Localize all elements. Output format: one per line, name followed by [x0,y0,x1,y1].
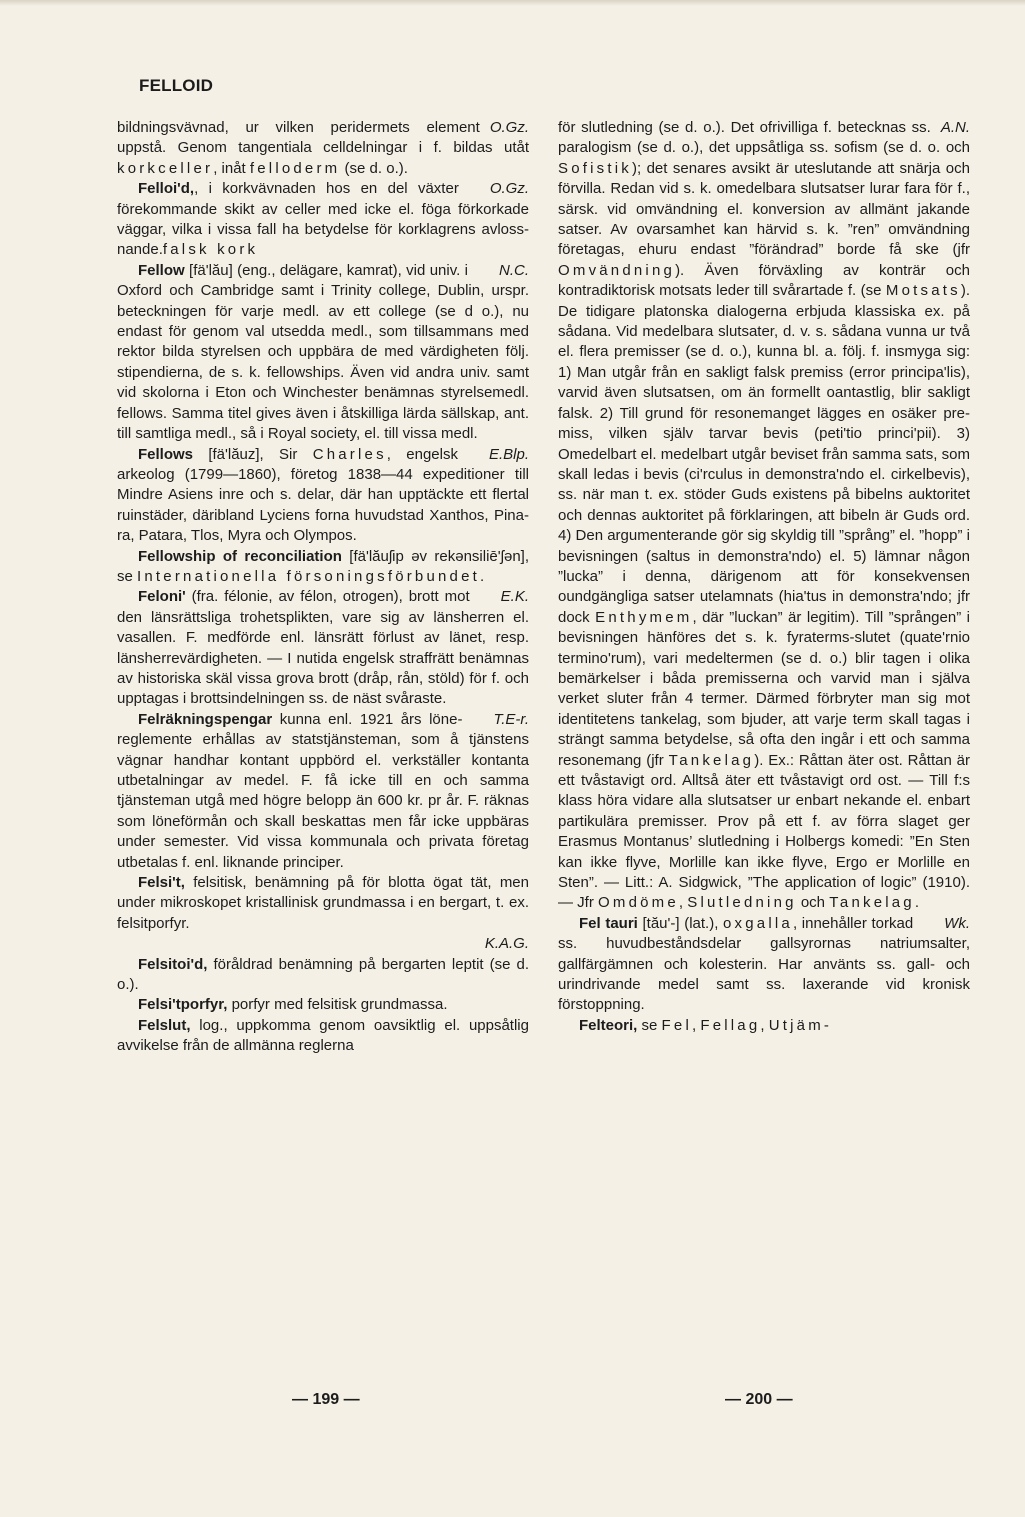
spaced-reference: felloderm [249,159,341,177]
entry-text: , [678,894,688,912]
entry-signature: O.Gz. [489,180,529,198]
right-column [558,118,970,1036]
entry-text: , [691,1016,701,1034]
entry-headword: Fellowship of reconciliation [138,547,342,565]
dictionary-entry [117,1016,529,1057]
entry-headword: Felräkningspengar [138,710,273,728]
entry-text: , [760,1016,769,1034]
entry-text: . [914,894,920,912]
spaced-reference: Motsats [885,282,961,300]
entry-text: [fä'lău] (eng., delägare, kamrat), vid univ. i Oxford och Cambridge samt i Trinity college, Dublin, urspr. beteckningen för varje medl. av ett college (se d o.), nu endast för genom val utsedda medl., som tillsammans med rektor bilda styrelsen och uppbära de med värdigheten följ. stipendierna, de s. k. fellowships. Även vid andra univ. samt vid skolorna i Eton och Winchester benämnas styrelsemedl. fellows. Samma titel gives även i åtskilliga lärda sällskap, ant. till samtliga medl., så i Royal society, el. till vissa medl. [117,261,529,443]
entry-text: [tău'-] (lat.), [637,914,724,932]
entry-signature: O.Gz. [489,119,529,136]
spaced-reference: Tankelag [668,751,755,769]
spaced-reference: Slutledning [687,894,797,912]
entry-headword: Felslut, [138,1016,191,1034]
page-number-right: — 200 — [725,1391,793,1408]
dictionary-entry [558,1016,970,1036]
entry-text: [fä'lăuʃip əv rekənsiliē'ʃən], se [117,547,529,585]
spaced-reference: Sofistik [558,159,632,177]
entry-headword: Fellow [138,261,185,279]
spaced-reference: korkceller [117,159,214,177]
spaced-reference: Charles [312,445,387,463]
spaced-reference: oxgalla [723,914,793,932]
entry-headword: Felsitoi'd, [138,955,208,973]
entry-text: porfyr med felsitisk grundmassa. [227,996,448,1014]
entry-signature: K.A.G. [484,935,529,953]
entry-text: ); det senares avsikt är uteslutande att snärja och förvilla. Redan vid s. k. omedelbara slutsatser lurar fara för f., särsk. vid omvändning el. konversion av allmänt jakande satser. Av ovarsamhet kan härvid s. k. ”ren” omvändning företagas, ehuru endast ”förändrad” borde få ske (jfr [558,159,970,259]
spaced-reference: Omdöme [598,894,679,912]
dictionary-entry [117,955,529,996]
entry-text: bildningsvävnad, ur vilken peridermets element uppstå. Genom tangentiala celldelningar i f. bildas utåt [117,119,529,157]
entry-text: . [480,567,485,585]
dictionary-entry [558,118,970,914]
entry-headword: Fel tauri [579,914,638,932]
dictionary-entry [117,873,529,955]
dictionary-entry [117,445,529,547]
entry-headword: Felsi'tporfyr, [138,996,228,1014]
entry-headword: Fellows [138,445,194,463]
entry-text: ). Ex.: Råttan äter ost. Råttan är ett tvåstavigt ord. Alltså äter ett tvåstavigt ord ost. — Till f:s klass höra vidare alla slutsatser ur enbart nekande el. enbart partikulära premisser. Prov på ett f. av förra slaget ger Erasmus Montanus’ slutledning i Holbergs komedi: ”En Sten kan ikke flyve, Morlille kan ikke flyve, Ergo er Morlille en Sten”. — Litt.: A. Sidgwick, ”The application of logic” (1910). — Jfr [558,751,970,912]
entry-signature: A.N. [940,119,970,136]
entry-signature: E.Blp. [488,445,529,463]
entry-text: [fä'lăuz], Sir [193,445,313,463]
running-header: FELLOID [139,76,214,95]
page-edge [0,0,1025,6]
entry-text: kunna enl. 1921 års lönereglemente erhållas av statstjänsteman, som å tjänstens vägnar handhar kontant uppbörd el. verkställer kontanta utbetalningar av medel. F. få icke till en och samma tjänsteman utgå med högre belopp än 600 kr. pr år. F. räknas som löneförmån och skall beskattas men får icke uppbäras under semester. Vid vissa kommunala och privata företag utbetalas f. enl. liknande principer. [117,710,529,871]
left-column [117,118,529,1057]
entry-text: för slutledning (se d. o.). Det ofrivilliga f. betecknas ss. paralogism (se d. o.), det uppsåtliga ss. sofism (se d. o. och [558,119,970,157]
dictionary-entry [117,547,529,588]
entry-text: (fra. félonie, av félon, otrogen), brott mot den länsrättsliga trohetsplikten, vare sig av länsherren el. vasallen. F. medförde enl. länsrätt förlust av länet, resp. länsherrevärdigheten. — I nutida engelsk straffrätt benämnas av historiska skäl vissa grova brott (dråp, rån, stöld) för f. och upptagas i brottsindelningen ss. de näst svåraste. [117,588,529,708]
entry-text: föråldrad benämning på bergarten leptit (se d. o.). [117,955,529,994]
dictionary-entry [117,995,529,1015]
entry-text: , där ”luckan” är legitim). Till ”sprången” i bevisningen hänföres det s. k. fyraterms-slutet (quate'rnio termino'rum), vari medeltermen (se d. o.) blir tagen i olika bemärkelser i båda premisserna och varvid man i själva verket sluter från 4 termer. Därmed förbryter man sig mot identitetens tankelag, som bjuder, att varje term skall tagas i strängt samma betydelse, så ofta den ingår i ett och samma resonemang (jfr [558,608,970,769]
entry-signature: T.E-r. [493,710,529,728]
page-number-left: — 199 — [292,1391,360,1408]
spaced-reference: Tankelag [829,894,915,912]
entry-signature: N.C. [499,261,529,279]
entry-text: , inåt [213,159,250,177]
entry-text: se [637,1016,662,1034]
entry-text: felsitisk, benämning på för blotta ögat tät, men under mikroskopet kristallinisk grundmassa i en bergart, t. ex. felsitporfyr. [117,874,529,932]
entry-text: log., uppkomma genom oavsiktlig el. uppsåtlig avvikelse från de allmänna reglerna [117,1016,529,1055]
spaced-reference: Enthymem [595,608,693,626]
dictionary-entry [117,587,529,709]
entry-text: ). Även förväxling av konträr och kontradiktorisk motsats leder till svårartade f. (se [558,261,970,300]
entry-text: , engelsk arkeolog (1799—1860), företog 1838—44 expeditioner till Mindre Asiens inre och s. delar, där han upptäckte ett flertal ruinstäder, däribland Lyciens forna huvudstad Xanthos, Pinara, Patara, Tlos, Myra och Olympos. [117,445,529,545]
entry-text: (se d. o.). [340,159,408,177]
spaced-reference: Fellag [700,1016,761,1034]
entry-headword: Felteori, [579,1016,638,1034]
spaced-reference: Fel [661,1016,692,1034]
entry-headword: Felloi'd, [138,180,195,198]
entry-text: , innehåller torkad ss. huvudbeståndsdelar gallsyrornas natriumsalter, gallfärgämnen och kolesterin. Har använts ss. gall- och urindrivande medel samt ss. laxerande vid kronisk förstoppning. [558,914,970,1014]
dictionary-entry [558,914,970,1016]
dictionary-entry [117,710,529,873]
spaced-reference: Utjäm- [768,1016,833,1034]
spaced-reference: Internationella försoningsförbundet [137,567,481,585]
entry-headword: Felsi't, [138,874,185,892]
entry-text: ). De tidigare platonska dialogerna erbjuda klassiska ex. på sådana. Vid medelbara slutsater, d. v. s. sådana vunna ur två el. flera premisser (se d. o.), kunna bl. a. följ. f. insmyga sig: 1) Man utgår från en sakligt falsk premiss (error principa'lis), varvid även slutsatsen, om än formellt oantastlig, blir sakligt falsk. 2) Till grund för resonemanget lägges en osäker premiss, vilken själv tarvar bevis (peti'tio princi'pii). 3) Omedelbart el. medelbart utgår beviset från samma sats, som skall ledas i bevis (ci'rculus in demonstra'ndo el. cirkelbevis), ss. när man t. ex. stöder Guds existens på bibelns auktoritet och dennas auktoritet på förklaringen, att bibeln är Guds ord. 4) Den argumenterande gör sig skyldig till ”språng” el. ”hopp” i bevisningen (saltus in demonstra'ndo) el. 5) lämnar någon ”lucka” i denna, därigenom att för konsekvensen oundgängliga satser utelamnats (hia'tus in demonstra'ndo; jfr dock [558,282,970,626]
entry-text: och [796,894,830,912]
dictionary-entry [117,179,529,261]
dictionary-entry [117,118,529,179]
entry-signature: E.K. [500,588,529,606]
spaced-reference: Omvändning [558,261,676,279]
entry-signature: Wk. [944,914,970,932]
spaced-reference: falsk kork [162,241,259,259]
dictionary-entry [117,261,529,445]
entry-headword: Feloni' [138,588,186,606]
entry-text: , i korkvävnaden hos en del växter förekommande skikt av celler med icke el. föga förkorkade väggar, vilka i vissa fall ha betydelse för korklagrens avlossnande. [117,180,529,259]
